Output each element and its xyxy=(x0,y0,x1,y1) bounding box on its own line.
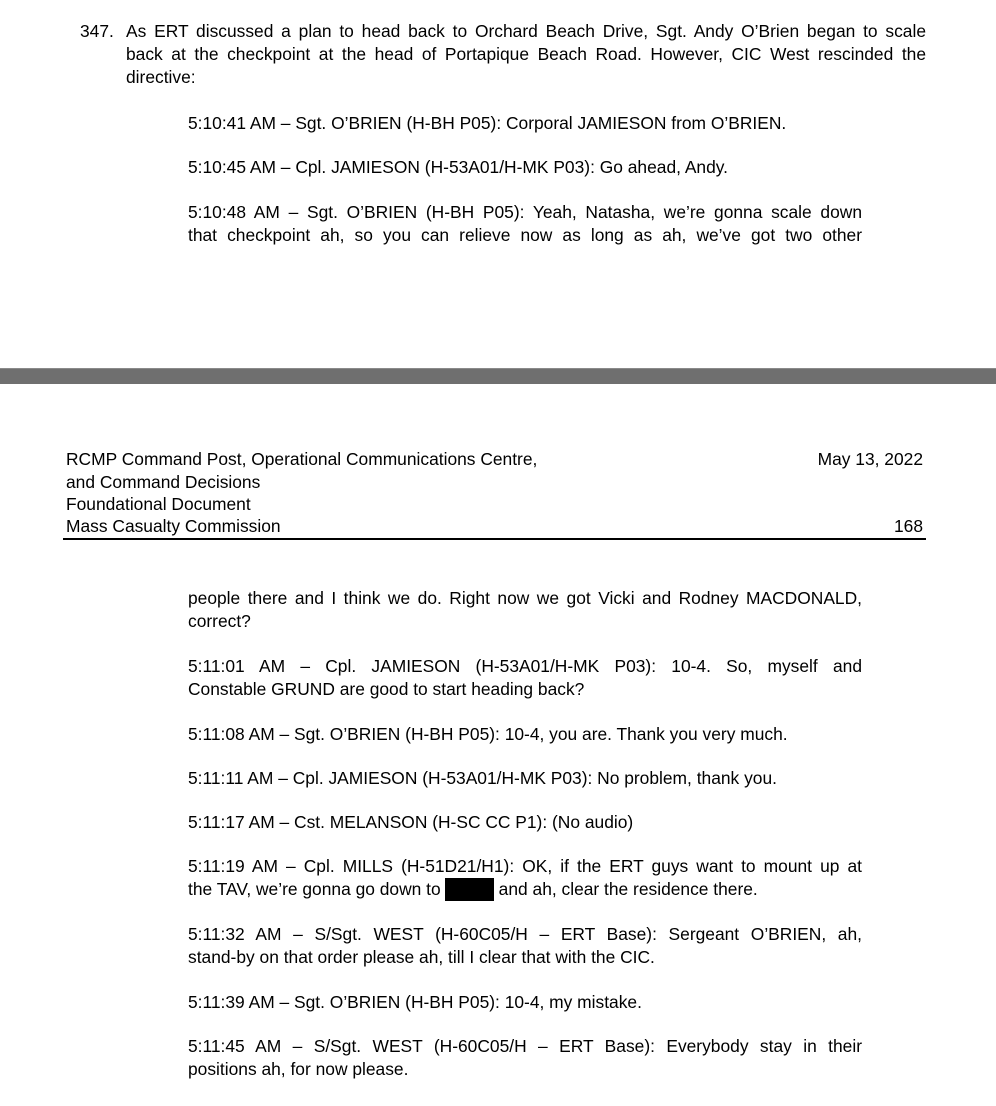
transcript-line-redacted xyxy=(188,878,862,901)
transcript-entry xyxy=(188,855,862,901)
transcript-line: correct? xyxy=(188,611,251,631)
paragraph-line: directive: xyxy=(126,67,196,87)
redaction-block xyxy=(445,878,494,901)
transcript-line: Constable GRUND are good to start heading back? xyxy=(188,679,585,699)
transcript-entry xyxy=(188,156,862,179)
transcript-entry xyxy=(188,587,862,633)
transcript-line: stand-by on that order please ah, till I clear that with the CIC. xyxy=(188,947,655,967)
transcript-entry xyxy=(188,811,862,834)
header-title-line: Foundational Document xyxy=(66,494,251,514)
transcript-line: 5:11:01 AM – Cpl. JAMIESON (H-53A01/H-MK P03): 10-4. So, myself and xyxy=(188,656,862,676)
header-date: May 13, 2022 xyxy=(817,449,923,469)
transcript-line: people there and I think we do. Right now we got Vicki and Rodney MACDONALD, xyxy=(188,588,862,608)
paragraph-line: back at the checkpoint at the head of Portapique Beach Road. However, CIC West rescinded the xyxy=(126,44,926,64)
transcript-entry xyxy=(188,112,862,135)
transcript-line: 5:11:17 AM – Cst. MELANSON (H-SC CC P1): (No audio) xyxy=(188,812,634,832)
transcript-line: 5:11:08 AM – Sgt. O’BRIEN (H-BH P05): 10-4, you are. Thank you very much. xyxy=(188,724,788,744)
transcript-entry xyxy=(188,723,862,746)
paragraph-body xyxy=(126,20,926,89)
transcript-entry xyxy=(188,1035,862,1081)
header-title-line: RCMP Command Post, Operational Communications Centre, xyxy=(66,449,538,469)
page-break-separator xyxy=(0,368,996,384)
transcript-entry xyxy=(188,923,862,969)
transcript-line: 5:11:32 AM – S/Sgt. WEST (H-60C05/H – ERT Base): Sergeant O’BRIEN, ah, xyxy=(188,924,862,944)
transcript-line: 5:10:45 AM – Cpl. JAMIESON (H-53A01/H-MK P03): Go ahead, Andy. xyxy=(188,157,728,177)
document-page-top xyxy=(0,0,996,368)
paragraph-number: 347. xyxy=(80,21,114,41)
header-rule xyxy=(63,538,926,540)
transcript-entry xyxy=(188,991,862,1014)
header-title-line: Mass Casualty Commission xyxy=(66,516,281,536)
transcript-line: 5:11:11 AM – Cpl. JAMIESON (H-53A01/H-MK P03): No problem, thank you. xyxy=(188,768,777,788)
transcript-line: 5:11:19 AM – Cpl. MILLS (H-51D21/H1): OK, if the ERT guys want to mount up at xyxy=(188,856,862,876)
document-page-bottom xyxy=(0,384,996,1106)
transcript-line: 5:11:45 AM – S/Sgt. WEST (H-60C05/H – ERT Base): Everybody stay in their xyxy=(188,1036,862,1056)
transcript-entry xyxy=(188,201,862,247)
transcript-line: that checkpoint ah, so you can relieve now as long as ah, we’ve got two other xyxy=(188,225,862,245)
transcript-line: 5:11:39 AM – Sgt. O’BRIEN (H-BH P05): 10-4, my mistake. xyxy=(188,992,642,1012)
transcript-entry xyxy=(188,655,862,701)
page-number: 168 xyxy=(893,516,923,536)
paragraph-line: As ERT discussed a plan to head back to Orchard Beach Drive, Sgt. Andy O’Brien began to scale xyxy=(126,21,926,41)
transcript-entry xyxy=(188,767,862,790)
transcript-line: 5:10:48 AM – Sgt. O’BRIEN (H-BH P05): Yeah, Natasha, we’re gonna scale down xyxy=(188,202,862,222)
transcript-line: 5:10:41 AM – Sgt. O’BRIEN (H-BH P05): Corporal JAMIESON from O’BRIEN. xyxy=(188,113,787,133)
transcript-text-after-redaction: and ah, clear the residence there. xyxy=(498,879,758,899)
transcript-text-before-redaction: the TAV, we’re gonna go down to xyxy=(188,879,441,899)
header-title-line: and Command Decisions xyxy=(66,472,261,492)
transcript-line: positions ah, for now please. xyxy=(188,1059,409,1079)
